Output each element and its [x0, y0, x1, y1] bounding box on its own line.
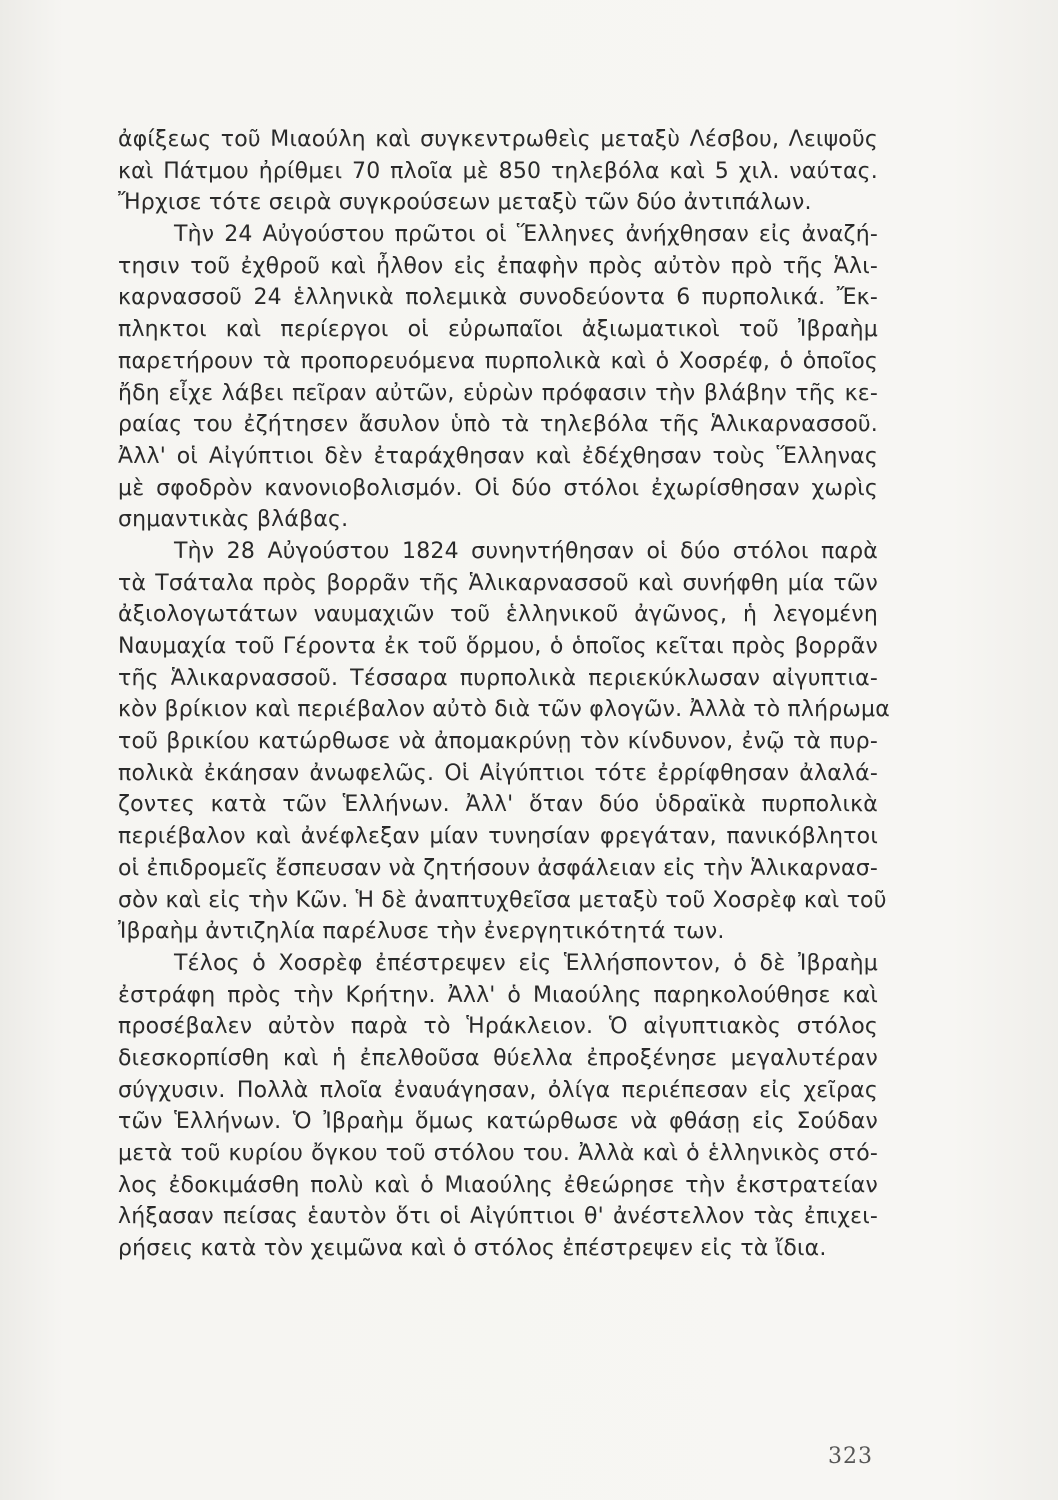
text-line: Ἀλλ' οἱ Αἰγύπτιοι δὲν ἐταράχθησαν καὶ ἐδέχθησαν τοὺς Ἕλληνας: [118, 443, 878, 469]
text-line: τῶν Ἑλλήνων. Ὁ Ἰβραὴμ ὅμως κατώρθωσε νὰ φθάσῃ εἰς Σούδαν: [118, 1109, 878, 1135]
text-line: Τὴν 28 Αὐγούστου 1824 συνηντήθησαν οἱ δύο στόλοι παρὰ: [174, 538, 878, 564]
text-line: πολικὰ ἐκάησαν ἀνωφελῶς. Οἱ Αἰγύπτιοι τότε ἐρρίφθησαν ἀλαλά-: [118, 760, 878, 786]
text-line: Τὴν 24 Αὐγούστου πρῶτοι οἱ Ἕλληνες ἀνήχθησαν εἰς ἀναζή-: [174, 222, 878, 248]
text-line: τοῦ βρικίου κατώρθωσε νὰ ἀπομακρύνῃ τὸν κίνδυνον, ἐνῷ τὰ πυρ-: [118, 729, 878, 755]
text-line: Ἰβραὴμ ἀντιζηλία παρέλυσε τὴν ἐνεργητικότητά των.: [118, 919, 725, 945]
text-line: Ναυμαχία τοῦ Γέροντα ἐκ τοῦ ὅρμου, ὁ ὁποῖος κεῖται πρὸς βορρᾶν: [118, 634, 878, 659]
text-line: οἱ ἐπιδρομεῖς ἔσπευσαν νὰ ζητήσουν ἀσφάλειαν εἰς τὴν Ἁλικαρνασ-: [118, 855, 878, 881]
text-line: καρνασσοῦ 24 ἑλληνικὰ πολεμικὰ συνοδεύοντα 6 πυρπολικά. Ἔκ-: [118, 285, 878, 311]
text-line: ζοντες κατὰ τῶν Ἑλλήνων. Ἀλλ' ὅταν δύο ὑδραϊκὰ πυρπολικὰ: [118, 792, 878, 818]
text-line: λήξασαν πείσας ἑαυτὸν ὅτι οἱ Αἰγύπτιοι θ' ἀνέστελλον τὰς ἐπιχει-: [118, 1204, 878, 1230]
text-line: Τέλος ὁ Χοσρὲφ ἐπέστρεψεν εἰς Ἑλλήσποντον, ὁ δὲ Ἰβραὴμ: [174, 950, 878, 976]
text-line: σὸν καὶ εἰς τὴν Κῶν. Ἡ δὲ ἀναπτυχθεῖσα μεταξὺ τοῦ Χοσρὲφ καὶ τοῦ: [118, 887, 887, 913]
text-line: παρετήρουν τὰ προπορευόμενα πυρπολικὰ καὶ ὁ Χοσρέφ, ὁ ὁποῖος: [118, 348, 878, 374]
text-line: ἐστράφη πρὸς τὴν Κρήτην. Ἀλλ' ὁ Μιαούλης παρηκολούθησε καὶ: [118, 982, 878, 1008]
text-line: τὰ Τσάταλα πρὸς βορρᾶν τῆς Ἁλικαρνασσοῦ καὶ συνήφθη μία τῶν: [118, 570, 878, 596]
text-line: ραίας του ἐζήτησεν ἄσυλον ὑπὸ τὰ τηλεβόλα τῆς Ἁλικαρνασσοῦ.: [118, 412, 878, 438]
text-line: καὶ Πάτμου ἠρίθμει 70 πλοῖα μὲ 850 τηλεβόλα καὶ 5 χιλ. ναύτας.: [118, 158, 878, 184]
text-line: τησιν τοῦ ἐχθροῦ καὶ ἦλθον εἰς ἐπαφὴν πρὸς αὐτὸν πρὸ τῆς Ἁλι-: [118, 253, 878, 279]
text-line: ἤδη εἶχε λάβει πεῖραν αὐτῶν, εὑρὼν πρόφασιν τὴν βλάβην τῆς κε-: [118, 380, 878, 406]
text-line: σύγχυσιν. Πολλὰ πλοῖα ἐναυάγησαν, ὀλίγα περιέπεσαν εἰς χεῖρας: [118, 1077, 878, 1103]
page-number: 323: [828, 1444, 873, 1469]
text-line: μὲ σφοδρὸν κανονιοβολισμόν. Οἱ δύο στόλοι ἐχωρίσθησαν χωρὶς: [118, 475, 878, 501]
text-line: τῆς Ἁλικαρνασσοῦ. Τέσσαρα πυρπολικὰ περιεκύκλωσαν αἰγυπτια-: [118, 665, 878, 691]
body-text: [118, 124, 890, 1265]
text-line: μετὰ τοῦ κυρίου ὄγκου τοῦ στόλου του. Ἀλλὰ καὶ ὁ ἑλληνικὸς στό-: [118, 1141, 878, 1166]
text-line: πληκτοι καὶ περίεργοι οἱ εὐρωπαῖοι ἀξιωματικοὶ τοῦ Ἰβραὴμ: [118, 317, 878, 343]
text-line: διεσκορπίσθη καὶ ἡ ἐπελθοῦσα θύελλα ἐπροξένησε μεγαλυτέραν: [118, 1045, 878, 1071]
text-line: περιέβαλον καὶ ἀνέφλεξαν μίαν τυνησίαν φρεγάταν, πανικόβλητοι: [118, 824, 878, 850]
text-line: κὸν βρίκιον καὶ περιέβαλον αὐτὸ διὰ τῶν φλογῶν. Ἀλλὰ τὸ πλήρωμα: [118, 697, 890, 723]
text-line: Ἤρχισε τότε σειρὰ συγκρούσεων μεταξὺ τῶν δύο ἀντιπάλων.: [118, 190, 812, 216]
text-line: ἀφίξεως τοῦ Μιαούλη καὶ συγκεντρωθεὶς μεταξὺ Λέσβου, Λειψοῦς: [118, 127, 878, 152]
text-line: σημαντικὰς βλάβας.: [118, 507, 349, 533]
text-line: ρήσεις κατὰ τὸν χειμῶνα καὶ ὁ στόλος ἐπέστρεψεν εἰς τὰ ἴδια.: [118, 1236, 827, 1262]
text-line: λος ἐδοκιμάσθη πολὺ καὶ ὁ Μιαούλης ἐθεώρησε τὴν ἐκστρατείαν: [118, 1172, 878, 1198]
text-line: προσέβαλεν αὐτὸν παρὰ τὸ Ἡράκλειον. Ὁ αἰγυπτιακὸς στόλος: [118, 1014, 878, 1040]
text-line: ἀξιολογωτάτων ναυμαχιῶν τοῦ ἑλληνικοῦ ἀγῶνος, ἡ λεγομένη: [118, 602, 878, 628]
